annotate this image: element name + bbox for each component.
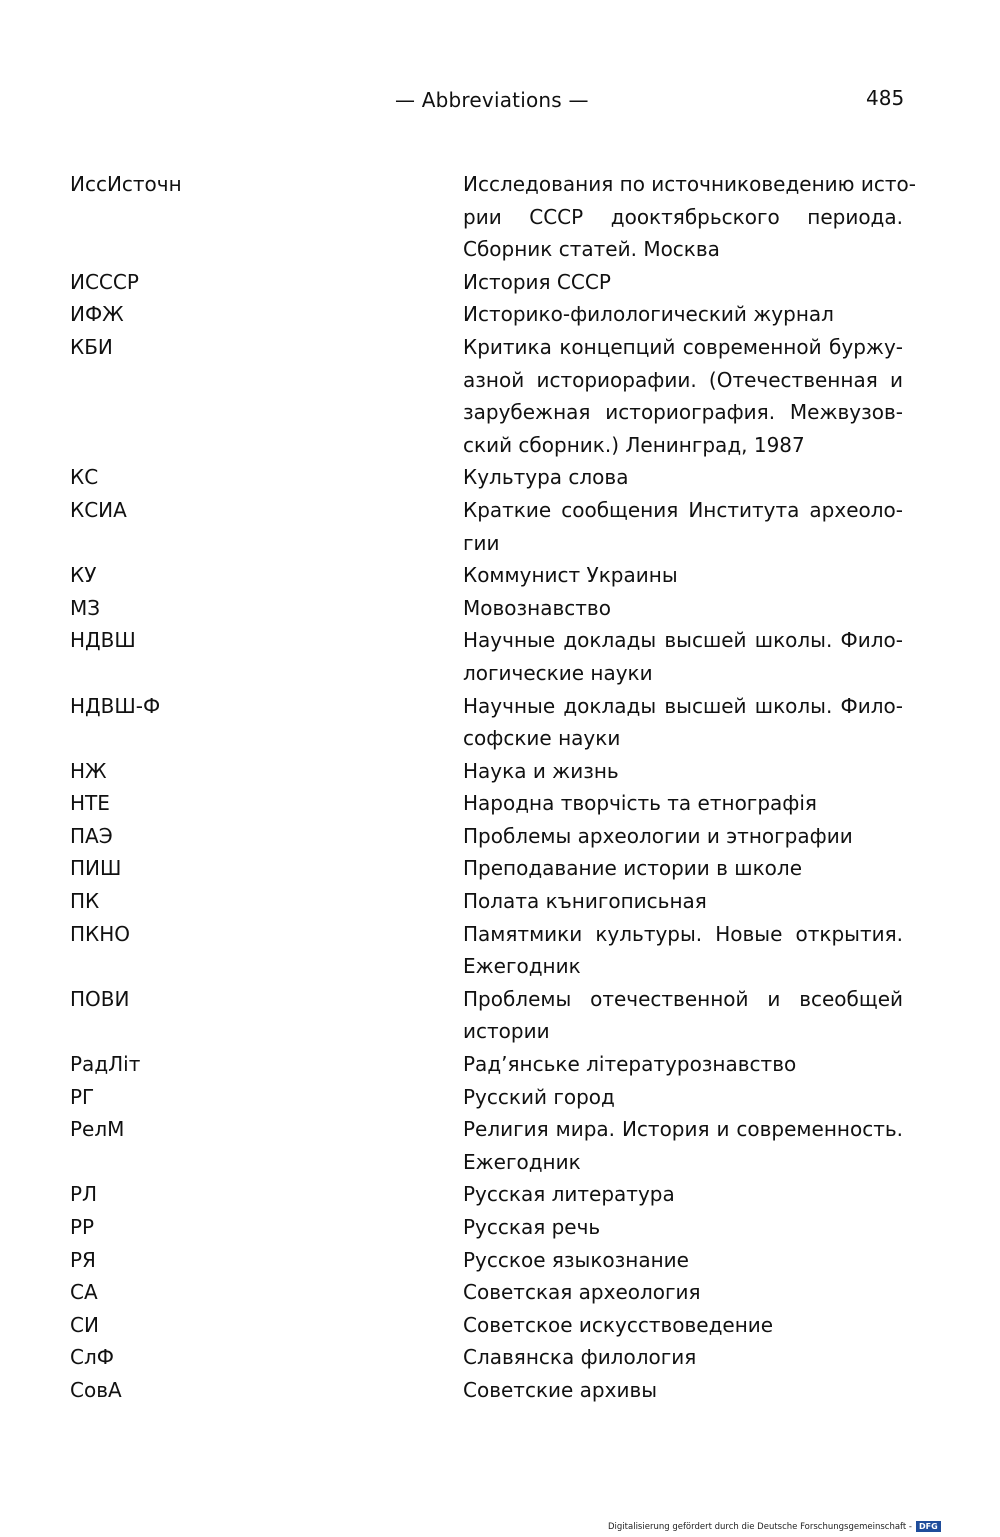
abbreviation-expansion bbox=[463, 755, 903, 788]
abbreviation-term: СлФ bbox=[70, 1345, 114, 1370]
dfg-logo: DFG bbox=[916, 1521, 941, 1532]
abbreviation-entry bbox=[70, 787, 910, 820]
expansion-line: азной историорафии. (Отечественная и bbox=[463, 367, 903, 392]
abbreviation-expansion bbox=[463, 624, 903, 689]
abbreviation-expansion bbox=[463, 559, 903, 592]
abbreviation-expansion bbox=[463, 1211, 903, 1244]
expansion-line: Научные доклады высшей школы. Фило- bbox=[463, 628, 903, 653]
expansion-line: Сборник статей. Москва bbox=[463, 237, 720, 262]
expansion-line: Народна творчість та етнографія bbox=[463, 791, 817, 816]
abbreviation-entry bbox=[70, 1113, 910, 1178]
abbreviation-entry bbox=[70, 1276, 910, 1309]
abbreviation-term: СА bbox=[70, 1280, 98, 1305]
abbreviation-expansion bbox=[463, 820, 903, 853]
abbreviation-expansion bbox=[463, 1178, 903, 1211]
expansion-line: рии СССР дооктябрьского периода. bbox=[463, 204, 903, 229]
abbreviation-expansion bbox=[463, 298, 903, 331]
expansion-line: логические науки bbox=[463, 660, 653, 685]
abbreviation-term: РелМ bbox=[70, 1117, 125, 1142]
abbreviation-entry bbox=[70, 690, 910, 755]
abbreviation-expansion bbox=[463, 461, 903, 494]
abbreviation-expansion bbox=[463, 1374, 903, 1407]
abbreviation-term: КУ bbox=[70, 563, 97, 588]
abbreviation-term: КС bbox=[70, 465, 99, 490]
abbreviation-entry bbox=[70, 852, 910, 885]
abbreviation-term: НТЕ bbox=[70, 791, 110, 816]
expansion-line: Русское языкознание bbox=[463, 1247, 689, 1272]
expansion-line: Наука и жизнь bbox=[463, 758, 619, 783]
expansion-line: гии bbox=[463, 530, 500, 555]
abbreviation-entry bbox=[70, 168, 916, 266]
abbreviation-entry bbox=[70, 1178, 910, 1211]
abbreviation-expansion bbox=[463, 918, 903, 983]
expansion-line: Славянска филология bbox=[463, 1345, 697, 1370]
expansion-line: зарубежная историография. Межвузов- bbox=[463, 400, 903, 425]
abbreviation-expansion bbox=[463, 592, 903, 625]
abbreviation-term: ПКНО bbox=[70, 921, 131, 946]
expansion-line: Советские архивы bbox=[463, 1377, 658, 1402]
abbreviation-term: НДВШ bbox=[70, 628, 136, 653]
expansion-line: Исследования по источниковедению исто- bbox=[463, 172, 916, 196]
expansion-line: Советское искусствоведение bbox=[463, 1312, 774, 1337]
expansion-line: Проблемы археологии и этнографии bbox=[463, 823, 853, 848]
abbreviation-entry bbox=[70, 918, 910, 983]
expansion-line: истории bbox=[463, 1019, 550, 1044]
abbreviation-term: РЛ bbox=[70, 1182, 98, 1207]
abbreviation-expansion bbox=[463, 690, 903, 755]
abbreviation-entry bbox=[70, 820, 910, 853]
expansion-line: Рад’янське літературознавство bbox=[463, 1052, 797, 1077]
abbreviation-entry bbox=[70, 331, 910, 461]
abbreviation-entry bbox=[70, 1048, 910, 1081]
abbreviation-expansion bbox=[463, 168, 916, 266]
abbreviation-term: РГ bbox=[70, 1084, 95, 1109]
abbreviation-term: ПИШ bbox=[70, 856, 122, 881]
abbreviation-expansion bbox=[463, 1081, 903, 1114]
expansion-line: Коммунист Украины bbox=[463, 563, 678, 588]
abbreviation-term: РР bbox=[70, 1215, 95, 1239]
abbreviation-entry bbox=[70, 885, 910, 918]
expansion-line: Научные доклады высшей школы. Фило- bbox=[463, 693, 903, 718]
digitization-footer bbox=[608, 1521, 941, 1532]
abbreviation-entry bbox=[70, 1244, 910, 1277]
abbreviation-entry bbox=[70, 1211, 910, 1244]
abbreviation-entry bbox=[70, 755, 910, 788]
abbreviation-expansion bbox=[463, 1309, 903, 1342]
expansion-line: Мовознавство bbox=[463, 595, 611, 620]
abbreviation-entry bbox=[70, 592, 910, 625]
abbreviation-expansion bbox=[463, 1341, 903, 1374]
abbreviation-term: НДВШ-Ф bbox=[70, 693, 161, 718]
abbreviation-expansion bbox=[463, 1244, 903, 1277]
expansion-line: Русская литература bbox=[463, 1182, 675, 1207]
abbreviation-entry bbox=[70, 559, 910, 592]
abbreviation-expansion bbox=[463, 1048, 903, 1081]
footer-text: Digitalisierung gefördert durch die Deutsche Forschungsgemeinschaft - bbox=[608, 1521, 912, 1532]
abbreviation-term: ИСССР bbox=[70, 269, 139, 294]
abbreviation-term: ПК bbox=[70, 889, 100, 914]
expansion-line: Критика концепций современной буржу- bbox=[463, 334, 903, 359]
expansion-line: Русский город bbox=[463, 1084, 615, 1109]
abbreviation-entry bbox=[70, 1374, 910, 1407]
page-header bbox=[0, 88, 1000, 118]
abbreviation-expansion bbox=[463, 1276, 903, 1309]
expansion-line: Религия мира. История и современность. bbox=[463, 1117, 903, 1142]
expansion-line: Советская археология bbox=[463, 1280, 701, 1305]
abbreviation-term: КБИ bbox=[70, 334, 113, 359]
abbreviation-term: ПАЭ bbox=[70, 823, 113, 848]
expansion-line: Ежегодник bbox=[463, 1149, 581, 1174]
abbreviation-expansion bbox=[463, 885, 903, 918]
abbreviation-expansion bbox=[463, 787, 903, 820]
expansion-line: Памятмики культуры. Новые открытия. bbox=[463, 921, 903, 946]
abbreviation-entry bbox=[70, 298, 910, 331]
abbreviation-term: ПОВИ bbox=[70, 986, 130, 1011]
abbreviation-expansion bbox=[463, 1113, 903, 1178]
expansion-line: софские науки bbox=[463, 726, 621, 751]
abbreviation-entry bbox=[70, 1081, 910, 1114]
abbreviation-term: ИФЖ bbox=[70, 302, 124, 327]
abbreviation-entry bbox=[70, 1309, 910, 1342]
running-title: — Abbreviations — bbox=[395, 88, 589, 112]
expansion-line: Преподавание истории в школе bbox=[463, 856, 802, 881]
abbreviation-list bbox=[70, 168, 916, 1407]
abbreviation-term: СовА bbox=[70, 1377, 122, 1402]
expansion-line: Полата кънигописьная bbox=[463, 889, 707, 914]
abbreviation-expansion bbox=[463, 266, 903, 299]
abbreviation-entry bbox=[70, 266, 910, 299]
abbreviation-expansion bbox=[463, 983, 903, 1048]
abbreviation-term: СИ bbox=[70, 1312, 99, 1337]
abbreviation-expansion bbox=[463, 852, 903, 885]
abbreviation-expansion bbox=[463, 331, 903, 461]
expansion-line: Историко-филологический журнал bbox=[463, 302, 834, 327]
expansion-line: История СССР bbox=[463, 269, 611, 294]
abbreviation-term: ИссИсточн bbox=[70, 172, 182, 196]
page-number: 485 bbox=[866, 86, 905, 110]
expansion-line: Культура слова bbox=[463, 465, 629, 490]
expansion-line: Краткие сообщения Института археоло- bbox=[463, 497, 903, 522]
abbreviation-term: НЖ bbox=[70, 758, 107, 783]
abbreviation-entry bbox=[70, 461, 910, 494]
abbreviation-entry bbox=[70, 494, 910, 559]
expansion-line: ский сборник.) Ленинград, 1987 bbox=[463, 432, 805, 457]
abbreviation-term: РадЛіт bbox=[70, 1052, 141, 1077]
abbreviation-entry bbox=[70, 983, 910, 1048]
abbreviation-term: КСИА bbox=[70, 497, 127, 522]
abbreviation-expansion bbox=[463, 494, 903, 559]
expansion-line: Русская речь bbox=[463, 1215, 601, 1239]
expansion-line: Ежегодник bbox=[463, 954, 581, 979]
abbreviation-term: РЯ bbox=[70, 1247, 96, 1272]
abbreviation-term: МЗ bbox=[70, 595, 101, 620]
expansion-line: Проблемы отечественной и всеобщей bbox=[463, 986, 903, 1011]
abbreviation-entry bbox=[70, 624, 910, 689]
abbreviation-entry bbox=[70, 1341, 910, 1374]
